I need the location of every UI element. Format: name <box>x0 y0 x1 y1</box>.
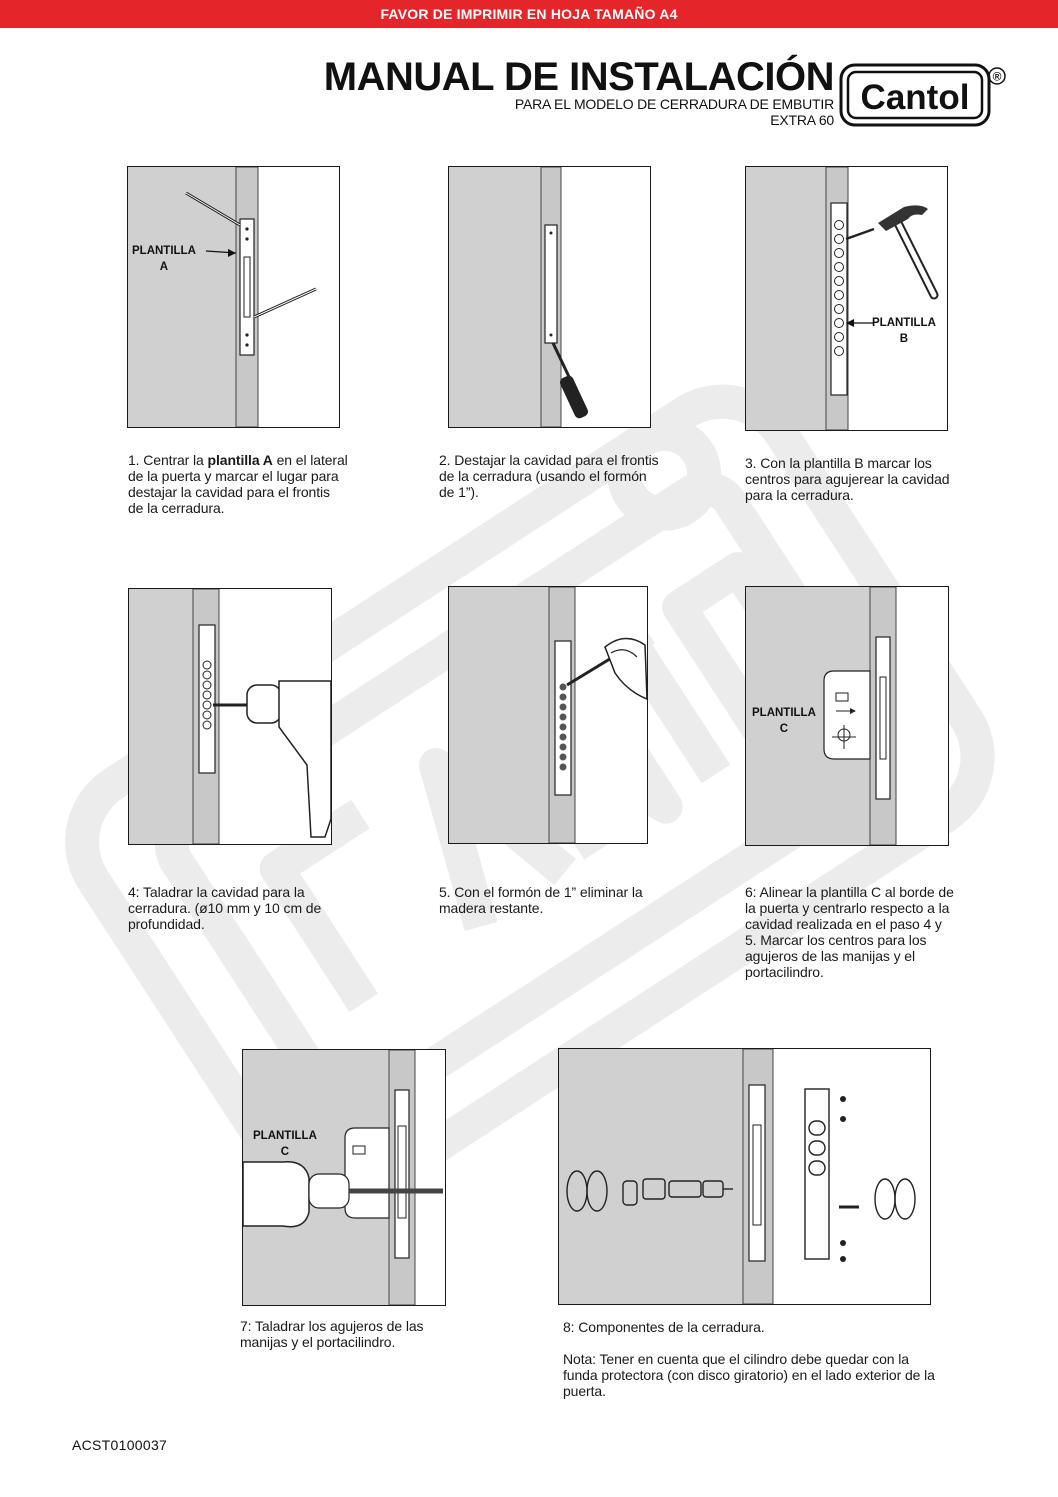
step-1-bold-term: plantilla A <box>207 452 273 468</box>
step-7-illustration <box>242 1049 446 1306</box>
page-subtitle <box>515 96 834 128</box>
callout-plantilla-c-step6: PLANTILLA C <box>752 707 816 735</box>
step-1-caption: 1. Centrar la plantilla A en el lateral de la puerta y marcar el lugar para destajar la cavidad para el frontis de la cerradura. <box>128 452 348 516</box>
document-code: ACST0100037 <box>72 1437 168 1453</box>
step-8-caption: 8: Componentes de la cerradura. Nota: Tener en cuenta que el cilindro debe quedar con la funda protectora (con disco giratorio) en el lado exterior de la puerta. <box>563 1319 943 1399</box>
step-4-caption: 4: Taladrar la cavidad para la cerradura. (ø10 mm y 10 cm de profundidad. <box>128 884 322 932</box>
step-2-caption: 2. Destajar la cavidad para el frontis de la cerradura (usando el formón de 1”). <box>439 452 659 500</box>
step-5-illustration <box>448 586 648 844</box>
step-8-illustration <box>558 1048 931 1305</box>
subtitle-variant: EXTRA 60 <box>770 112 834 128</box>
callout-plantilla-c-step7: PLANTILLA C <box>253 1130 317 1158</box>
step-3-caption: 3. Con la plantilla B marcar los centros para agujerear la cavidad para la cerradura. <box>745 455 950 503</box>
print-banner: FAVOR DE IMPRIMIR EN HOJA TAMAÑO A4 <box>0 0 1058 28</box>
callout-plantilla-a: PLANTILLA A <box>132 245 196 273</box>
step-3-illustration <box>745 166 948 431</box>
brand-logo <box>839 62 1007 128</box>
step-8-note: Nota: Tener en cuenta que el cilindro debe quedar con la funda protectora (con disco giratorio) en el lado exterior de la puerta. <box>563 1351 935 1399</box>
logo-text: Cantol <box>860 78 970 117</box>
cantol-logo-icon <box>839 62 1007 128</box>
step-5-caption: 5. Con el formón de 1” eliminar la madera restante. <box>439 884 643 916</box>
step-7-caption: 7: Taladrar los agujeros de las manijas y el portacilindro. <box>240 1318 424 1350</box>
subtitle-model: PARA EL MODELO DE CERRADURA DE EMBUTIR <box>514 96 834 112</box>
step-6-illustration <box>745 586 949 846</box>
step-4-illustration <box>128 588 332 845</box>
page-title: MANUAL DE INSTALACIÓN <box>323 55 834 99</box>
logo-registered-mark: ® <box>992 69 1002 84</box>
step-2-illustration <box>448 166 651 428</box>
step-6-caption: 6: Alinear la plantilla C al borde de la puerta y centrarlo respecto a la cavidad realizada en el paso 4 y 5. Marcar los centros para los agujeros de las manijas y el portacilindro. <box>745 884 954 980</box>
callout-plantilla-b: PLANTILLA B <box>872 317 936 345</box>
step-1-illustration <box>127 166 340 428</box>
